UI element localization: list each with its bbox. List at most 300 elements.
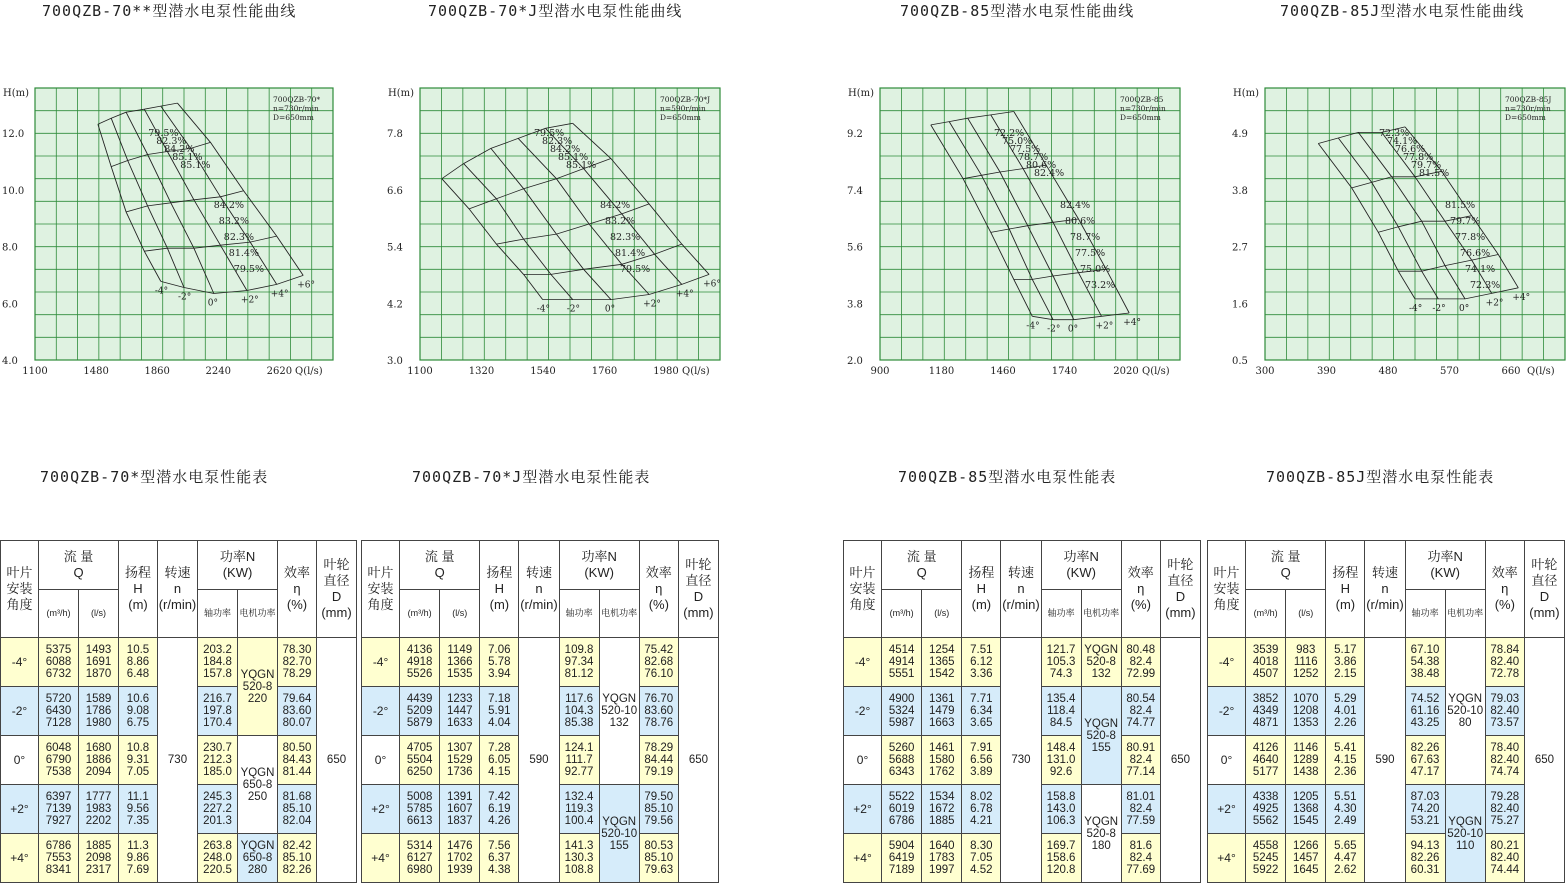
efficiency-label: 82.4%	[1034, 168, 1065, 179]
row-flow-ls: 1361 1479 1663	[922, 687, 962, 736]
header-speed: 转速 n (r/min)	[158, 541, 198, 638]
efficiency-label: 78.7%	[1070, 232, 1101, 243]
row-shaft-power: 216.7 197.8 170.4	[198, 687, 238, 736]
row-head: 7.18 5.91 4.04	[480, 687, 519, 736]
angle-label: -2°	[1047, 324, 1061, 335]
row-flow-m3: 5260 5688 6343	[882, 736, 922, 785]
chart-svg-85j	[1225, 85, 1567, 385]
row-diameter: 650	[1160, 638, 1200, 883]
y-axis-label: H(m)	[848, 88, 875, 99]
row-motor-model: YQGN 520-8 155	[1081, 687, 1121, 785]
efficiency-label: 79.7%	[1411, 160, 1442, 171]
angle-label: +4°	[675, 289, 694, 300]
efficiency-label: 78.7%	[1018, 152, 1049, 163]
efficiency-label: 81.4%	[615, 248, 646, 259]
x-tick-label: 2020	[1113, 366, 1139, 377]
row-shaft-power: 121.7 105.3 74.3	[1041, 638, 1081, 687]
header-diameter: 叶轮 直径 D (mm)	[1160, 541, 1200, 638]
x-tick-label: 1180	[928, 366, 955, 377]
row-shaft-power: 82.26 67.63 47.17	[1405, 736, 1445, 785]
chart-title-4: 700QZB-85J型潜水电泵性能曲线	[1280, 2, 1525, 20]
legend-line: D=650mm	[1120, 113, 1161, 122]
table-title-2: 700QZB-70*J型潜水电泵性能表	[412, 468, 651, 486]
row-head: 7.06 5.78 3.94	[480, 638, 519, 687]
header-diameter: 叶轮 直径 D (mm)	[678, 541, 718, 638]
row-flow-m3: 4900 5324 5987	[882, 687, 922, 736]
row-head: 10.5 8.86 6.48	[119, 638, 158, 687]
row-head: 7.71 6.34 3.65	[962, 687, 1001, 736]
header-motor-power: 电机功率	[1081, 590, 1121, 638]
row-efficiency: 78.30 82.70 78.29	[278, 638, 317, 687]
chart-title-3: 700QZB-85型潜水电泵性能曲线	[900, 2, 1135, 20]
row-flow-m3: 3852 4349 4871	[1246, 687, 1286, 736]
header-shaft-power: 轴功率	[1405, 590, 1445, 638]
row-efficiency: 76.70 83.60 78.76	[639, 687, 678, 736]
row-flow-m3: 4705 5504 6250	[400, 736, 440, 785]
row-efficiency: 79.64 83.60 80.07	[278, 687, 317, 736]
row-flow-ls: 1680 1886 2094	[79, 736, 119, 785]
y-tick-label: 6.6	[387, 185, 403, 197]
efficiency-label: 79.5%	[620, 264, 651, 275]
angle-label: 0°	[207, 298, 219, 309]
efficiency-label: 77.5%	[1010, 144, 1041, 155]
row-flow-m3: 4126 4640 5177	[1246, 736, 1286, 785]
row-angle: -4°	[1208, 638, 1246, 687]
row-shaft-power: 148.4 131.0 92.6	[1041, 736, 1081, 785]
row-angle: +2°	[362, 785, 400, 834]
row-speed: 590	[519, 638, 559, 883]
efficiency-label: 84.2%	[213, 200, 244, 211]
efficiency-label: 77.8%	[1455, 232, 1486, 243]
legend-line: D=650mm	[1505, 113, 1546, 122]
angle-label: 0°	[604, 304, 616, 315]
angle-label: 0°	[1459, 303, 1470, 314]
table-title-1: 700QZB-70*型潜水电泵性能表	[40, 468, 269, 486]
efficiency-label: 72.2%	[994, 128, 1025, 139]
y-tick-label: 1.6	[1232, 299, 1248, 311]
angle-label: +4°	[1512, 292, 1531, 303]
row-flow-m3: 5008 5785 6613	[400, 785, 440, 834]
row-efficiency: 78.40 82.40 74.74	[1485, 736, 1524, 785]
row-efficiency: 79.28 82.40 75.27	[1485, 785, 1524, 834]
row-shaft-power: 117.6 104.3 85.38	[559, 687, 599, 736]
row-shaft-power: 135.4 118.4 84.5	[1041, 687, 1081, 736]
table-title-3: 700QZB-85型潜水电泵性能表	[898, 468, 1117, 486]
row-flow-ls: 1476 1702 1939	[440, 834, 480, 883]
header-flow-ls: (l/s)	[922, 590, 962, 638]
x-tick-label: 1480	[83, 366, 109, 377]
y-tick-label: 2.7	[1232, 242, 1248, 254]
performance-chart-70j	[385, 80, 725, 384]
efficiency-label: 82.3%	[610, 232, 641, 243]
header-angle: 叶片 安装 角度	[1, 541, 39, 638]
header-diameter: 叶轮 直径 D (mm)	[317, 541, 357, 638]
row-head: 7.42 6.19 4.26	[480, 785, 519, 834]
header-flow-m3: (m³/h)	[1246, 590, 1286, 638]
row-head: 5.17 3.86 2.15	[1326, 638, 1365, 687]
header-head: 扬程 H (m)	[119, 541, 158, 638]
row-flow-m3: 3539 4018 4507	[1246, 638, 1286, 687]
chart-title-1: 700QZB-70**型潜水电泵性能曲线	[42, 2, 297, 20]
row-flow-m3: 4439 5209 5879	[400, 687, 440, 736]
efficiency-label: 76.6%	[1460, 248, 1491, 259]
angle-label: 0°	[1067, 324, 1079, 335]
efficiency-label: 84.2%	[164, 144, 195, 155]
x-tick-label: 300	[1255, 366, 1275, 377]
legend-line: n=590r/min	[660, 104, 706, 113]
row-flow-ls: 1534 1672 1885	[922, 785, 962, 834]
efficiency-label: 83.2%	[605, 216, 636, 227]
header-efficiency: 效率 η (%)	[1121, 541, 1160, 638]
angle-label: +6°	[703, 279, 721, 290]
row-shaft-power: 245.3 227.2 201.3	[198, 785, 238, 834]
row-angle: -4°	[1, 638, 39, 687]
header-speed: 转速 n (r/min)	[1001, 541, 1041, 638]
chart-title-2: 700QZB-70*J型潜水电泵性能曲线	[428, 2, 683, 20]
row-head: 8.02 6.78 4.21	[962, 785, 1001, 834]
row-head: 5.51 4.30 2.49	[1326, 785, 1365, 834]
angle-label: +2°	[1485, 298, 1504, 309]
row-angle: +4°	[1, 834, 39, 883]
row-angle: 0°	[844, 736, 882, 785]
row-angle: +4°	[1208, 834, 1246, 883]
row-flow-m3: 6397 7139 7927	[39, 785, 79, 834]
x-tick-label: 900	[870, 366, 890, 377]
header-motor-power: 电机功率	[238, 590, 278, 638]
angle-label: +4°	[270, 289, 289, 300]
row-head: 7.28 6.05 4.15	[480, 736, 519, 785]
row-flow-ls: 1146 1289 1438	[1286, 736, 1326, 785]
row-flow-m3: 4338 4925 5562	[1246, 785, 1286, 834]
row-flow-m3: 4558 5245 5922	[1246, 834, 1286, 883]
row-efficiency: 80.48 82.4 72.99	[1121, 638, 1160, 687]
legend-line: D=650mm	[273, 113, 314, 122]
row-efficiency: 81.68 85.10 82.04	[278, 785, 317, 834]
header-diameter: 叶轮 直径 D (mm)	[1524, 541, 1564, 638]
efficiency-label: 82.4%	[1060, 200, 1091, 211]
y-tick-label: 7.8	[387, 129, 403, 140]
header-motor-power: 电机功率	[1445, 590, 1485, 638]
row-shaft-power: 87.03 74.20 53.21	[1405, 785, 1445, 834]
y-tick-label: 10.0	[2, 185, 25, 197]
x-tick-label: 1740	[1051, 366, 1078, 377]
row-efficiency: 80.21 82.40 74.44	[1485, 834, 1524, 883]
header-efficiency: 效率 η (%)	[278, 541, 317, 638]
y-tick-label: 3.0	[387, 356, 403, 367]
y-tick-label: 5.4	[387, 242, 403, 254]
efficiency-label: 79.7%	[1450, 216, 1481, 227]
chart-svg-70	[0, 80, 380, 380]
angle-label: +6°	[297, 280, 315, 291]
row-head: 8.30 7.05 4.52	[962, 834, 1001, 883]
row-head: 5.29 4.01 2.26	[1326, 687, 1365, 736]
y-tick-label: 6.0	[2, 299, 18, 311]
y-axis-label: H(m)	[388, 88, 415, 99]
row-flow-m3: 5904 6419 7189	[882, 834, 922, 883]
efficiency-label: 74.1%	[1387, 136, 1418, 147]
header-flow-ls: (l/s)	[1286, 590, 1326, 638]
header-flow-m3: (m³/h)	[882, 590, 922, 638]
y-axis-label: H(m)	[3, 88, 30, 99]
row-flow-m3: 5720 6430 7128	[39, 687, 79, 736]
x-axis-label: Q(l/s)	[295, 366, 323, 377]
header-flow-ls: (l/s)	[79, 590, 119, 638]
header-efficiency: 效率 η (%)	[639, 541, 678, 638]
x-tick-label: 390	[1316, 366, 1337, 377]
row-diameter: 650	[1524, 638, 1564, 883]
row-shaft-power: 109.8 97.34 81.12	[559, 638, 599, 687]
x-tick-label: 1100	[22, 366, 48, 377]
row-angle: 0°	[362, 736, 400, 785]
chart-svg-85	[840, 85, 1200, 385]
x-tick-label: 1320	[468, 366, 495, 377]
header-speed: 转速 n (r/min)	[519, 541, 559, 638]
efficiency-label: 85.1%	[180, 160, 211, 171]
row-efficiency: 80.91 82.4 77.14	[1121, 736, 1160, 785]
y-tick-label: 3.8	[1232, 185, 1248, 197]
row-flow-ls: 1254 1365 1542	[922, 638, 962, 687]
row-flow-ls: 1307 1529 1736	[440, 736, 480, 785]
efficiency-label: 73.2%	[1085, 280, 1116, 291]
row-shaft-power: 67.10 54.38 38.48	[1405, 638, 1445, 687]
row-angle: +2°	[1, 785, 39, 834]
efficiency-label: 82.3%	[223, 232, 254, 243]
legend-line: D=650mm	[660, 113, 701, 122]
y-tick-label: 3.8	[847, 299, 863, 311]
angle-label: -4°	[154, 286, 169, 297]
legend-line: 700QZB-70*J	[660, 95, 711, 104]
row-angle: +4°	[844, 834, 882, 883]
y-tick-label: 0.5	[1232, 356, 1248, 367]
row-efficiency: 82.42 85.10 82.26	[278, 834, 317, 883]
efficiency-label: 83.2%	[218, 216, 249, 227]
row-flow-ls: 1640 1783 1997	[922, 834, 962, 883]
header-shaft-power: 轴功率	[559, 590, 599, 638]
angle-label: -2°	[1432, 303, 1446, 314]
row-diameter: 650	[678, 638, 718, 883]
angle-label: -4°	[1409, 303, 1423, 314]
row-efficiency: 80.50 84.43 81.44	[278, 736, 317, 785]
header-power: 功率N (KW)	[1405, 541, 1485, 590]
row-efficiency: 80.54 82.4 74.77	[1121, 687, 1160, 736]
header-angle: 叶片 安装 角度	[362, 541, 400, 638]
x-tick-label: 480	[1378, 366, 1398, 377]
row-efficiency: 78.84 82.40 72.78	[1485, 638, 1524, 687]
legend-line: 700QZB-70*	[273, 95, 321, 104]
performance-table-85j	[1207, 540, 1565, 883]
efficiency-label: 75.0%	[1002, 136, 1033, 147]
row-motor-model: YQGN 520-8 180	[1081, 785, 1121, 883]
y-tick-label: 7.4	[847, 185, 863, 197]
efficiency-label: 85.1%	[558, 152, 589, 163]
angle-label: +2°	[240, 295, 259, 306]
header-flow: 流 量 Q	[400, 541, 480, 590]
efficiency-label: 81.5%	[1445, 200, 1476, 211]
header-efficiency: 效率 η (%)	[1485, 541, 1524, 638]
row-flow-ls: 1205 1368 1545	[1286, 785, 1326, 834]
x-tick-label: 1860	[144, 366, 170, 377]
x-tick-label: 1980	[653, 366, 679, 377]
row-flow-m3: 5522 6019 6786	[882, 785, 922, 834]
efficiency-label: 72.3%	[1379, 128, 1410, 139]
efficiency-label: 85.1%	[566, 160, 597, 171]
row-motor-model: YQGN 650-8 250	[238, 736, 278, 834]
angle-label: +2°	[1095, 321, 1114, 332]
row-shaft-power: 74.52 61.16 43.25	[1405, 687, 1445, 736]
x-tick-label: 1760	[591, 366, 618, 377]
row-flow-m3: 6048 6790 7538	[39, 736, 79, 785]
row-head: 11.1 9.56 7.35	[119, 785, 158, 834]
row-flow-m3: 6786 7553 8341	[39, 834, 79, 883]
x-axis-label: Q(l/s)	[682, 366, 710, 377]
efficiency-label: 79.5%	[233, 264, 264, 275]
row-flow-ls: 1070 1208 1353	[1286, 687, 1326, 736]
x-tick-label: 660	[1501, 366, 1521, 377]
row-motor-model: YQGN 520-10 110	[1445, 785, 1485, 883]
header-angle: 叶片 安装 角度	[844, 541, 882, 638]
x-tick-label: 2240	[205, 366, 231, 377]
legend-line: n=730r/min	[1505, 104, 1551, 113]
efficiency-label: 82.3%	[542, 136, 573, 147]
row-head: 10.6 9.08 6.75	[119, 687, 158, 736]
row-speed: 730	[158, 638, 198, 883]
angle-label: -4°	[1026, 321, 1040, 332]
row-flow-ls: 1266 1457 1645	[1286, 834, 1326, 883]
row-shaft-power: 94.13 82.26 60.31	[1405, 834, 1445, 883]
row-angle: +2°	[1208, 785, 1246, 834]
table-title-4: 700QZB-85J型潜水电泵性能表	[1266, 468, 1495, 486]
row-flow-ls: 1233 1447 1633	[440, 687, 480, 736]
row-shaft-power: 203.2 184.8 157.8	[198, 638, 238, 687]
row-angle: +4°	[362, 834, 400, 883]
performance-chart-70	[0, 80, 380, 384]
chart-svg-70j	[385, 80, 725, 380]
row-efficiency: 75.42 82.68 76.10	[639, 638, 678, 687]
angle-label: +2°	[643, 299, 661, 310]
performance-table-85	[843, 540, 1201, 883]
efficiency-label: 80.6%	[1026, 160, 1057, 171]
row-head: 10.8 9.31 7.05	[119, 736, 158, 785]
row-flow-ls: 1149 1366 1535	[440, 638, 480, 687]
header-motor-power: 电机功率	[599, 590, 639, 638]
y-tick-label: 4.9	[1232, 129, 1248, 140]
header-flow: 流 量 Q	[1246, 541, 1326, 590]
x-tick-label: 1460	[990, 366, 1016, 377]
efficiency-label: 85.1%	[172, 152, 203, 163]
header-shaft-power: 轴功率	[1041, 590, 1081, 638]
efficiency-label: 81.4%	[228, 248, 259, 259]
efficiency-label: 76.6%	[1395, 144, 1426, 155]
row-angle: -2°	[1208, 687, 1246, 736]
y-tick-label: 2.0	[847, 356, 863, 367]
row-flow-ls: 1493 1691 1870	[79, 638, 119, 687]
row-head: 5.41 4.15 2.36	[1326, 736, 1365, 785]
efficiency-label: 75.0%	[1080, 264, 1111, 275]
row-motor-model: YQGN 520-10 155	[599, 785, 639, 883]
row-angle: -2°	[1, 687, 39, 736]
row-flow-ls: 1589 1786 1980	[79, 687, 119, 736]
row-flow-ls: 1777 1983 2202	[79, 785, 119, 834]
row-head: 7.56 6.37 4.38	[480, 834, 519, 883]
header-flow-ls: (l/s)	[440, 590, 480, 638]
row-efficiency: 81.01 82.4 77.59	[1121, 785, 1160, 834]
header-power: 功率N (KW)	[559, 541, 639, 590]
header-speed: 转速 n (r/min)	[1365, 541, 1405, 638]
row-head: 7.91 6.56 3.89	[962, 736, 1001, 785]
efficiency-label: 81.5%	[1419, 168, 1450, 179]
row-angle: -2°	[844, 687, 882, 736]
x-tick-label: 570	[1439, 366, 1460, 377]
x-tick-label: 2620	[266, 366, 293, 377]
performance-chart-85	[840, 85, 1200, 389]
efficiency-label: 84.2%	[550, 144, 581, 155]
row-efficiency: 78.29 84.44 79.19	[639, 736, 678, 785]
header-flow-m3: (m³/h)	[400, 590, 440, 638]
row-motor-model: YQGN 650-8 280	[238, 834, 278, 883]
row-flow-ls: 1391 1607 1837	[440, 785, 480, 834]
efficiency-label: 82.3%	[156, 136, 187, 147]
y-tick-label: 5.6	[847, 242, 863, 254]
header-flow: 流 量 Q	[882, 541, 962, 590]
x-axis-label: Q(l/s)	[1527, 366, 1555, 377]
row-efficiency: 80.53 85.10 79.63	[639, 834, 678, 883]
legend-line: n=730r/min	[273, 104, 319, 113]
x-tick-label: 1540	[530, 366, 556, 377]
header-head: 扬程 H (m)	[1326, 541, 1365, 638]
row-head: 7.51 6.12 3.36	[962, 638, 1001, 687]
row-shaft-power: 230.7 212.3 185.0	[198, 736, 238, 785]
y-tick-label: 4.2	[387, 299, 403, 311]
row-shaft-power: 132.4 119.3 100.4	[559, 785, 599, 834]
row-angle: -2°	[362, 687, 400, 736]
angle-label: +4°	[1123, 317, 1142, 328]
efficiency-label: 77.5%	[1075, 248, 1106, 259]
angle-label: -2°	[566, 304, 581, 315]
row-motor-model: YQGN 520-8 132	[1081, 638, 1121, 687]
row-angle: 0°	[1208, 736, 1246, 785]
header-head: 扬程 H (m)	[962, 541, 1001, 638]
y-tick-label: 8.0	[2, 242, 18, 254]
row-speed: 590	[1365, 638, 1405, 883]
header-shaft-power: 轴功率	[198, 590, 238, 638]
y-tick-label: 12.0	[2, 129, 25, 140]
row-angle: 0°	[1, 736, 39, 785]
row-shaft-power: 263.8 248.0 220.5	[198, 834, 238, 883]
row-shaft-power: 169.7 158.6 120.8	[1041, 834, 1081, 883]
row-flow-ls: 1885 2098 2317	[79, 834, 119, 883]
legend-line: n=730r/min	[1120, 104, 1166, 113]
row-efficiency: 81.6 82.4 77.69	[1121, 834, 1160, 883]
row-angle: -4°	[362, 638, 400, 687]
legend-line: 700QZB-85	[1120, 95, 1164, 104]
efficiency-label: 72.3%	[1470, 280, 1501, 291]
x-axis-label: Q(l/s)	[1142, 366, 1170, 377]
row-flow-ls: 983 1116 1252	[1286, 638, 1326, 687]
header-power: 功率N (KW)	[1041, 541, 1121, 590]
row-angle: +2°	[844, 785, 882, 834]
row-head: 5.65 4.47 2.62	[1326, 834, 1365, 883]
angle-label: -2°	[178, 292, 192, 303]
row-shaft-power: 141.3 130.3 108.8	[559, 834, 599, 883]
performance-table-70	[0, 540, 357, 883]
performance-chart-85j	[1225, 85, 1567, 389]
row-speed: 730	[1001, 638, 1041, 883]
header-flow: 流 量 Q	[39, 541, 119, 590]
row-flow-m3: 5314 6127 6980	[400, 834, 440, 883]
row-motor-model: YQGN 520-10 80	[1445, 638, 1485, 785]
header-flow-m3: (m³/h)	[39, 590, 79, 638]
efficiency-label: 79.5%	[148, 128, 179, 139]
